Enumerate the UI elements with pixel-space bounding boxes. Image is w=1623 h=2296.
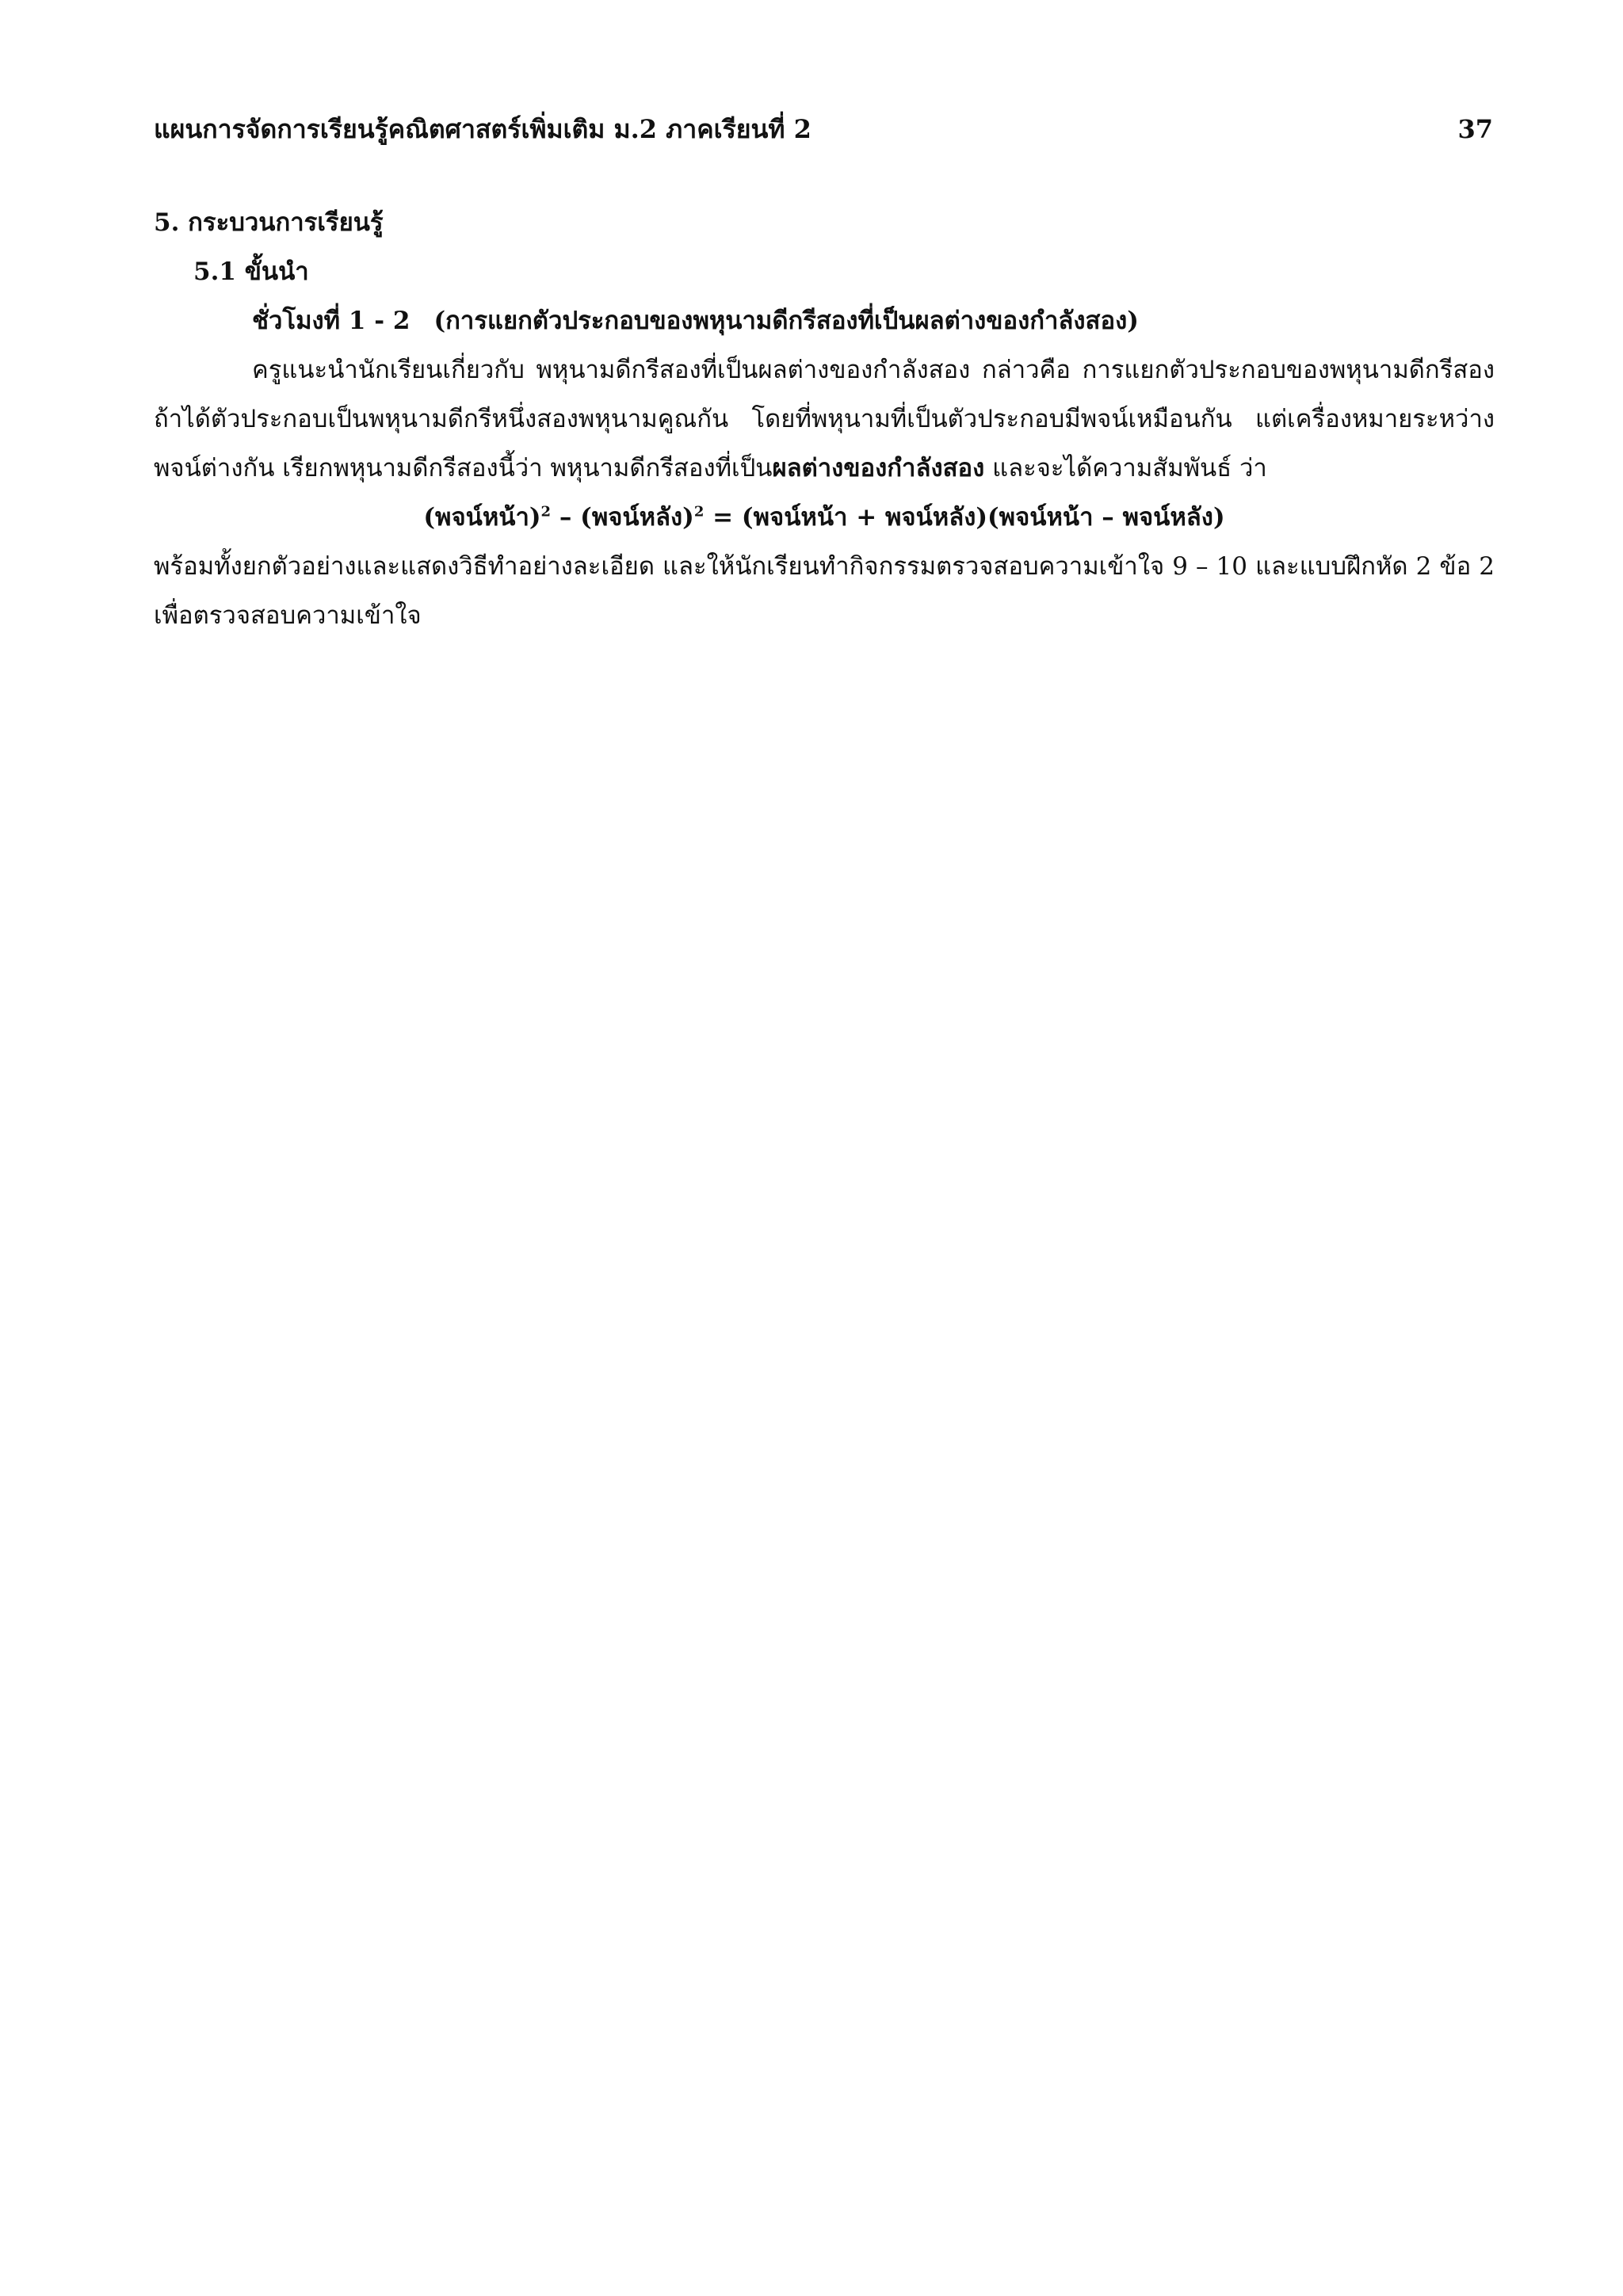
activity-paragraph: พร้อมทั้งยกตัวอย่างและแสดงวิธีทำอย่างละเอียด และให้นักเรียนทำกิจกรรมตรวจสอบความเข้าใจ 9 – 10 และแบบฝึกหัด 2 ข้อ 2 เพื่อตรวจสอบความเข้าใจ bbox=[154, 552, 1495, 630]
hour-topic: (การแยกตัวประกอบของพหุนามดีกรีสองที่เป็นผลต่างของกำลังสอง) bbox=[433, 307, 1139, 335]
hour-heading bbox=[154, 296, 1495, 345]
formula-part-2: – (พจน์หลัง) bbox=[551, 503, 694, 532]
intro-paragraph bbox=[154, 345, 1495, 493]
hour-label: ชั่วโมงที่ 1 - 2 bbox=[252, 307, 411, 335]
header-title: แผนการจัดการเรียนรู้คณิตศาสตร์เพิ่มเติม ม.2 ภาคเรียนที่ 2 bbox=[154, 114, 812, 144]
formula-part-1: (พจน์หน้า) bbox=[423, 503, 541, 532]
section-heading: 5. กระบวนการเรียนรู้ bbox=[154, 208, 384, 237]
intro-text-tail: และจะได้ความสัมพันธ์ ว่า bbox=[984, 454, 1267, 482]
page-header bbox=[154, 109, 1493, 151]
document-body bbox=[154, 198, 1495, 640]
page-number: 37 bbox=[1457, 114, 1493, 144]
section-subheading: 5.1 ขั้นนำ bbox=[193, 257, 309, 286]
formula-exponent-2: 2 bbox=[693, 503, 705, 521]
difference-of-squares-formula bbox=[154, 493, 1495, 542]
intro-text: ครูแนะนำนักเรียนเกี่ยวกับ พหุนามดีกรีสองที่เป็นผลต่างของกำลังสอง กล่าวคือ การแยกตัวประกอบของพหุนามดีกรีสอง ถ้าได้ตัวประกอบเป็นพหุนามดีกรีหนึ่งสองพหุนามคูณกัน โดยที่พหุนามที่เป็นตัวประกอบมีพจน์เหมือนกัน แต่เครื่องหมายระหว่างพจน์ต่างกัน เรียกพหุนามดีกรีสองนี้ว่า พหุนามดีกรีสองที่เป็น bbox=[154, 356, 1495, 482]
formula-part-3: = (พจน์หน้า + พจน์หลัง)(พจน์หน้า – พจน์หลัง) bbox=[704, 503, 1225, 532]
formula-exponent-1: 2 bbox=[540, 503, 552, 521]
intro-bold-term: ผลต่างของกำลังสอง bbox=[772, 454, 985, 482]
